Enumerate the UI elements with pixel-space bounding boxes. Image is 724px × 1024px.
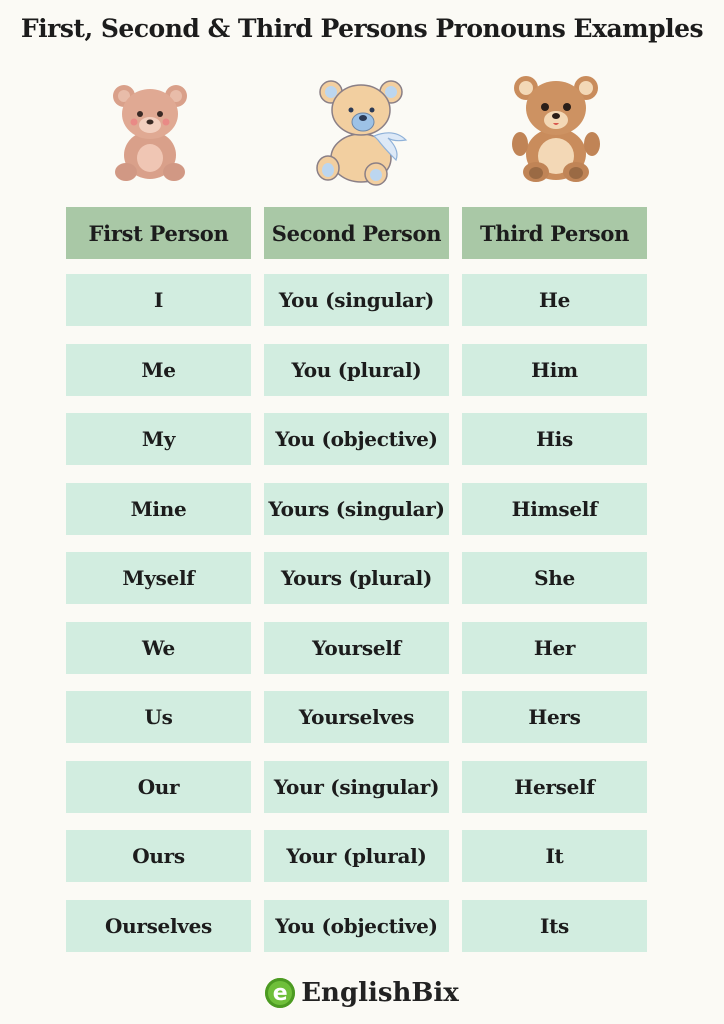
pronoun-cell: Our [66, 761, 251, 813]
pronoun-cell: Yours (singular) [264, 483, 449, 535]
pronoun-cell: Me [66, 344, 251, 396]
pronoun-cell: Herself [462, 761, 647, 813]
pronoun-cell: Myself [66, 552, 251, 604]
pronoun-cell: Him [462, 344, 647, 396]
page-title: First, Second & Third Persons Pronouns Examples [20, 14, 704, 43]
pronoun-cell: Us [66, 691, 251, 743]
teddy-bear-pink-icon [110, 80, 192, 184]
column-first-person [66, 207, 251, 969]
pronoun-table [66, 207, 647, 969]
pronoun-cell: Mine [66, 483, 251, 535]
pronoun-cell: You (objective) [264, 413, 449, 465]
pronoun-cell: You (singular) [264, 274, 449, 326]
pronoun-cell: Ourselves [66, 900, 251, 952]
pronoun-cell: My [66, 413, 251, 465]
pronoun-cell: Yours (plural) [264, 552, 449, 604]
column-header: Third Person [462, 207, 647, 259]
pronoun-cell: Himself [462, 483, 647, 535]
pronoun-cell: Her [462, 622, 647, 674]
pronoun-cell: She [462, 552, 647, 604]
pronoun-cell: Its [462, 900, 647, 952]
column-second-person [264, 207, 449, 969]
pronoun-cell: We [66, 622, 251, 674]
teddy-bear-patched-icon [314, 78, 412, 190]
column-header: First Person [66, 207, 251, 259]
pronoun-cell: Ours [66, 830, 251, 882]
pronoun-cell: It [462, 830, 647, 882]
footer-logo[interactable] [0, 978, 724, 1008]
pronoun-cell: Yourselves [264, 691, 449, 743]
pronoun-cell: He [462, 274, 647, 326]
pronoun-cell: You (objective) [264, 900, 449, 952]
column-header: Second Person [264, 207, 449, 259]
pronoun-cell: I [66, 274, 251, 326]
column-third-person [462, 207, 647, 969]
pronoun-cell: Your (plural) [264, 830, 449, 882]
teddy-bear-brown-icon [510, 74, 602, 186]
pronoun-cell: Your (singular) [264, 761, 449, 813]
pronoun-cell: Yourself [264, 622, 449, 674]
englishbix-logo-icon: e [265, 978, 295, 1008]
pronoun-cell: His [462, 413, 647, 465]
pronoun-cell: Hers [462, 691, 647, 743]
pronoun-cell: You (plural) [264, 344, 449, 396]
brand-name: EnglishBix [301, 978, 459, 1008]
